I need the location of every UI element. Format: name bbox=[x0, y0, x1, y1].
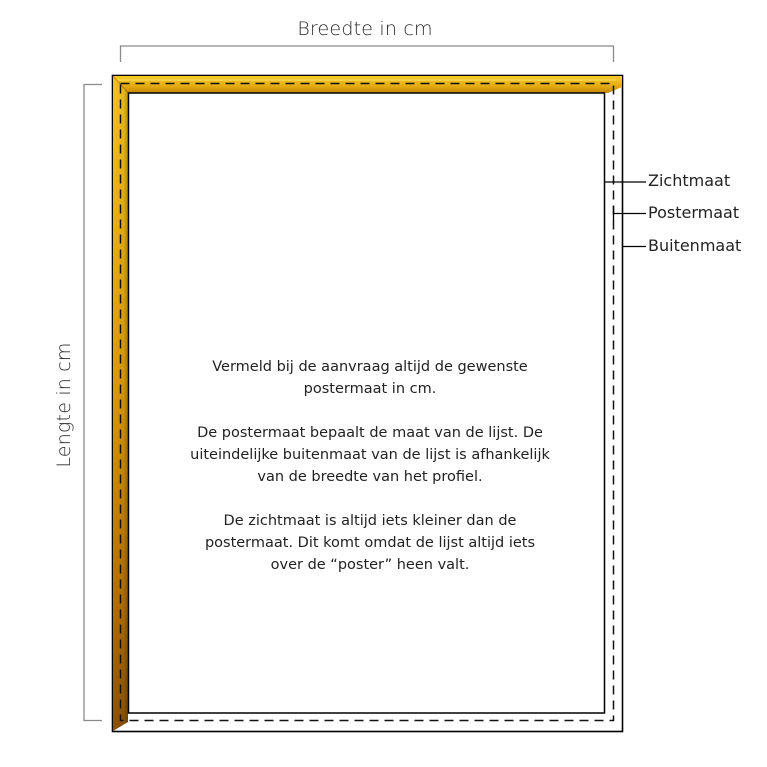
info-paragraph: De zichtmaat is altijd iets kleiner dan de postermaat. Dit komt omdat de lijst altijd iets over de “poster” heen valt. bbox=[204, 513, 536, 573]
frame-profile-top bbox=[113, 76, 622, 93]
postermaat-label: Postermaat bbox=[648, 203, 740, 222]
width-label: Breedte in cm bbox=[297, 18, 433, 40]
height-label: Lengte in cm bbox=[53, 342, 75, 468]
info-paragraph: Vermeld bij de aanvraag altijd de gewenste postermaat in cm. bbox=[212, 359, 528, 397]
height-dimension-line bbox=[84, 85, 102, 721]
width-dimension-line bbox=[121, 46, 614, 62]
info-text-block bbox=[190, 356, 550, 598]
zichtmaat-label: Zichtmaat bbox=[648, 171, 731, 190]
buitenmaat-label: Buitenmaat bbox=[648, 236, 742, 255]
info-paragraph: De postermaat bepaalt de maat van de lijst. De uiteindelijke buitenmaat van de lijst is afhankelijk van de breedte van het profiel. bbox=[190, 425, 550, 485]
